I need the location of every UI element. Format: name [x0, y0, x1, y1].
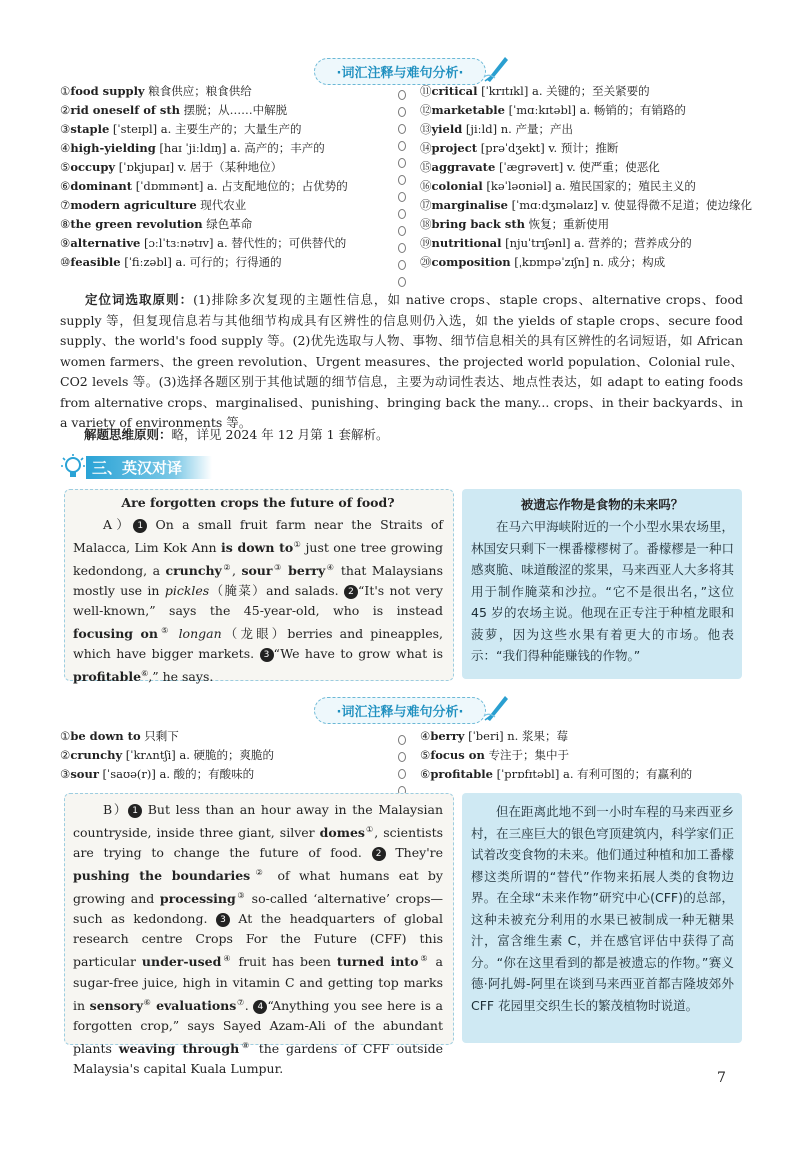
vocab-entry: ⑦modern agriculture 现代农业: [60, 198, 247, 212]
lightbulb-icon: [60, 453, 86, 481]
vocab-entry: ⑩feasible [ˈfiːzəbl] a. 可行的；行得通的: [60, 255, 282, 269]
paragraph-b-chinese: 但在距离此地不到一小时车程的马来西亚乡村，在三座巨大的银色穹顶建筑内，科学家们正试着改变食物的未来。他们通过种植和加工番檬樛这类所谓的“替代”作物来拓展人类的食物边界。在全球“未来作物”研究中心(CFF)的总部，这种未被充分利用的水果已被制成一种无糖果汁，富含维生素 C，并在感官评估中获得了高分。“你在这里看到的都是被遗忘的作物。”赛义德·阿扎姆-阿里在谈到马来西亚首都吉隆坡郊外 CFF 花园里交织生长的繁茂植物时说道。: [471, 804, 734, 1013]
vocab-entry: ⑬yield [jiːld] n. 产量；产出: [420, 122, 573, 136]
vocab1-right: [420, 82, 760, 272]
vocab-entry: ⑤focus on 专注于；集中于: [420, 748, 569, 762]
paragraph-a-chinese: 在马六甲海峡附近的一个小型水果农场里，林国安只剩下一棵番檬樛树了。番檬樛是一种口感爽脆、味道酸涩的浆果，马来西亚人大多将其用于制作腌菜和沙拉。“它不是很出名，”这位 45 岁的农场主说。他现在正专注于种植龙眼和菠萝，因为这些水果有着更大的市场。他表示：“我们得种能赚钱的作物。”: [471, 519, 734, 663]
vocab-entry: ⑫marketable [ˈmɑːkɪtəbl] a. 畅销的；有销路的: [420, 103, 686, 117]
vocab2-left: [60, 727, 395, 784]
vocab-entry: ⑥dominant [ˈdɒmɪnənt] a. 占支配地位的；占优势的: [60, 179, 348, 193]
paragraph-b-english: B） 1 But less than an hour away in the Malaysian countryside, inside three giant, silver domes①, scientists are trying to change the future of food. 2 They're pushing the boundaries② of what humans eat by growing and processing③ so-called ‘alternative’ crops—such as kedondong. 3 At the headquarters of global research centre Crops For the Future (CFF) this particular under-used④ fruit has been turned into⑤ a sugar-free juice, high in vitamin C and getting top marks in sensory⑥ evaluations⑦. 4 “Anything you see here is a forgotten crop,” says Sayed Azam-Ali of the abundant plants weaving through⑧ the gardens of CFF outside Malaysia's capital Kuala Lumpur.: [73, 802, 444, 1076]
principle-paragraph: 定位词选取原则：(1)排除多次复现的主题性信息，如 native crops、staple crops、alternative crops、food supply 等，但复现信息若与其他细节构成具有区辨性的信息则仍入选，如 the yields of staple crops、secure food supply、the world's food supply 等。(2)优先选取与人物、事物、细节信息相关的具有区辨性的名词短语，如 African women farmers、the green revolution、Urgent measures、the projected world population、Colonial rule、CO2 levels 等。(3)选择各题区别于其他试题的细节信息，主要为动词性表达、地点性表达，如 adapt to eating foods from alternative crops、marginalised、punishing、bringing back the many... crops、in their backyards、in a variety of environments 等。: [60, 292, 743, 430]
section-title: 三、英汉对译: [86, 456, 212, 479]
pen-icon: [483, 692, 511, 722]
banner-label: ·词汇注释与难句分析·: [314, 697, 487, 724]
vocab-entry: ①be down to 只剩下: [60, 729, 179, 743]
paragraph-a-english: A） 1 On a small fruit farm near the Straits of Malacca, Lim Kok Ann is down to① just one tree growing kedondong, a crunchy②, sour③ berry④ that Malaysians mostly use in pickles（腌菜）and salads. 2 “It's not very well-known,” says the 45-year-old, who is instead focusing on⑤ longan（龙眼）berries and pineapples, which have bigger markets. 3 “We have to grow what is profitable⑥,” he says.: [73, 517, 444, 685]
vocab1-left: [60, 82, 395, 272]
vocab-entry: ①food supply 粮食供应；粮食供给: [60, 84, 252, 98]
vocab-entry: ⑮aggravate [ˈæɡrəveɪt] v. 使严重；使恶化: [420, 160, 660, 174]
vocab-entry: ⑤occupy [ˈɒkjupaɪ] v. 居于（某种地位）: [60, 160, 283, 174]
vocab-entry: ③sour [ˈsaʊə(r)] a. 酸的；有酸味的: [60, 767, 255, 781]
vocab-entry: ③staple [ˈsteɪpl] a. 主要生产的；大量生产的: [60, 122, 302, 136]
vocab-banner-1: [0, 58, 800, 85]
section-header: [60, 455, 215, 481]
vocab-entry: ②crunchy [ˈkrʌntʃi] a. 硬脆的；爽脆的: [60, 748, 275, 762]
vocab-entry: ⑰marginalise [ˈmɑːdʒɪnəlaɪz] v. 使显得微不足道；使边缘化: [420, 198, 752, 212]
vocab-entry: ②rid oneself of sth 摆脱；从……中解脱: [60, 103, 288, 117]
vocab-entry: ⑭project [prəˈdʒekt] v. 预计；推断: [420, 141, 619, 155]
vocab-entry: ⑳composition [ˌkɒmpəˈzɪʃn] n. 成分；构成: [420, 255, 666, 269]
article-title: Are forgotten crops the future of food?: [121, 495, 395, 510]
vocab-entry: ⑥profitable [ˈprɒfɪtəbl] a. 有利可图的；有赢利的: [420, 767, 693, 781]
vocab-entry: ⑨alternative [ɔːlˈtɜːnətɪv] a. 替代性的；可供替代的: [60, 236, 347, 250]
chinese-title: 被遗忘作物是食物的未来吗？: [520, 497, 684, 512]
vocab-banner-2: [0, 697, 800, 724]
banner-label: ·词汇注释与难句分析·: [314, 58, 487, 85]
vocab-entry: ⑧the green revolution 绿色革命: [60, 217, 253, 231]
vocab-entry: ⑱bring back sth 恢复；重新使用: [420, 217, 610, 231]
vocab2-right: [420, 727, 760, 784]
spiral-divider-1: [397, 86, 407, 294]
vocab-entry: ④high-yielding [haɪ ˈjiːldɪŋ] a. 高产的；丰产的: [60, 141, 325, 155]
pen-icon: [483, 53, 511, 83]
vocab-entry: ⑯colonial [kəˈləʊniəl] a. 殖民国家的；殖民主义的: [420, 179, 696, 193]
vocab-entry: ⑲nutritional [njuˈtrɪʃənl] a. 营养的；营养成分的: [420, 236, 692, 250]
vocab-entry: ④berry [ˈberi] n. 浆果；莓: [420, 729, 568, 743]
vocab-entry: ⑪critical [ˈkrɪtɪkl] a. 关键的；至关紧要的: [420, 84, 650, 98]
page-number: 7: [717, 1070, 726, 1086]
thinking-paragraph: 解题思维原则：略，详见 2024 年 12 月第 1 套解析。: [84, 427, 389, 442]
